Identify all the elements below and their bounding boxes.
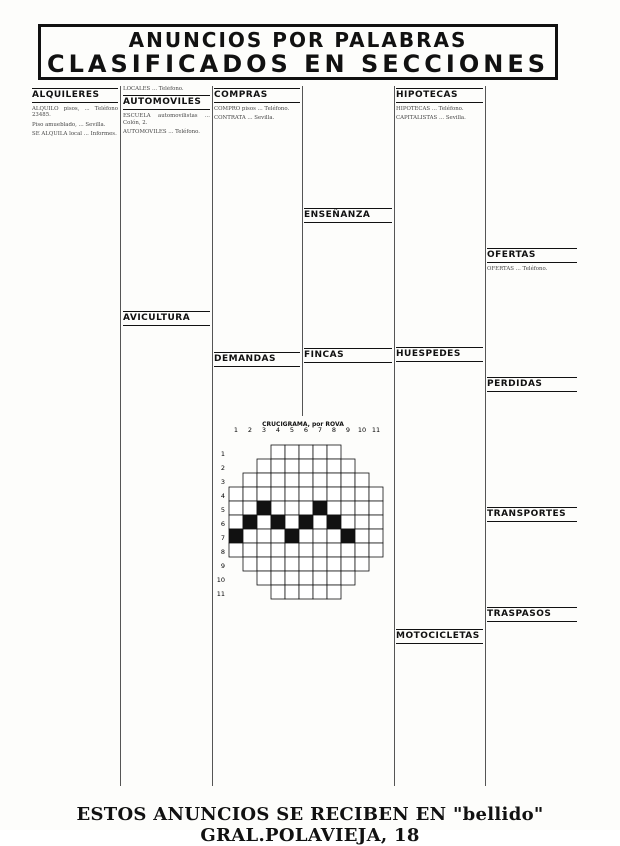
crossword-col-number: 2 [247,426,253,434]
crossword-cell [313,473,327,487]
ad-text: COMPRO pisos ... Teléfono. [214,106,290,112]
crossword-cell [285,585,299,599]
crossword-cell [257,571,271,585]
crossword-cell [299,501,313,515]
crossword-col-number: 1 [233,426,239,434]
crossword-cell [285,501,299,515]
crossword-cell [299,459,313,473]
crossword-row-number: 6 [220,520,225,528]
crossword-cell [285,487,299,501]
crossword-grid [213,421,393,683]
crossword-cell [229,487,243,501]
ad-text: SE ALQUILA local ... Informes. [32,131,117,138]
crossword-cell [313,585,327,599]
crossword-col-number: 5 [289,426,295,434]
crossword-row-number: 11 [216,590,225,598]
crossword-cell [327,571,341,585]
crossword-cell [313,515,327,529]
column-1 [32,86,118,798]
ad-text: CONTRATA ... Sevilla. [214,115,275,122]
crossword-cell [341,501,355,515]
crossword-row-number: 3 [220,478,225,486]
classified-header [38,24,558,80]
crossword-cell [313,571,327,585]
crossword-cell [299,515,313,529]
section-heading-fincas: FINCAS [304,348,392,363]
crossword-cell [271,571,285,585]
crossword-cell [271,473,285,487]
crossword-cell [299,529,313,543]
section-heading-motocicletas: MOTOCICLETAS [396,629,483,644]
ad-text: LOCALES ... Teléfono. [123,86,184,92]
crossword-cell [285,543,299,557]
header-line-2: CLASIFICADOS EN SECCIONES [46,50,549,78]
crossword-cell [341,557,355,571]
section-heading-demandas: DEMANDAS [214,352,300,367]
crossword-cell [299,585,313,599]
column-5 [396,86,483,798]
crossword-cell [285,473,299,487]
crossword-cell [341,515,355,529]
crossword-cell [327,515,341,529]
crossword-cell [369,501,383,515]
column-rule [485,86,486,786]
crossword-cell [313,543,327,557]
column-rule [120,86,121,786]
crossword-cell [257,459,271,473]
crossword-row-number: 2 [220,464,225,472]
ad-text: OFERTAS ... Teléfono. [487,266,548,272]
crossword-cell [299,473,313,487]
crossword-cell [355,501,369,515]
crossword-cell [369,487,383,501]
crossword-cell [327,445,341,459]
section-heading-traspasos: TRASPASOS [487,607,577,622]
crossword-col-number: 11 [371,426,381,434]
crossword-row-number: 5 [220,506,225,514]
section-heading-transportes: TRANSPORTES [487,507,577,522]
crossword-cell [257,473,271,487]
crossword-cell [327,529,341,543]
section-heading-huespedes: HUESPEDES [396,347,483,362]
crossword-cell [341,529,355,543]
crossword-cell [355,487,369,501]
crossword-col-number: 7 [317,426,323,434]
crossword-cell [313,557,327,571]
section-heading-perdidas: PERDIDAS [487,377,577,392]
section-heading-automoviles: AUTOMOVILES [123,95,210,110]
section-heading-ofertas: OFERTAS [487,248,577,263]
column-rule [302,86,303,416]
crossword-cell [257,501,271,515]
crossword-row-number: 1 [220,450,225,458]
crossword-cell [243,501,257,515]
ad-text: HIPOTECAS ... Teléfono. [396,106,464,112]
crossword-cell [341,459,355,473]
crossword-cell [257,487,271,501]
crossword-cell [327,487,341,501]
crossword-cell [271,543,285,557]
crossword-cell [243,487,257,501]
crossword-cell [285,529,299,543]
crossword-cell [229,543,243,557]
crossword-cell [327,543,341,557]
crossword-cell [271,515,285,529]
crossword-cell [299,487,313,501]
crossword-cell [355,515,369,529]
crossword-cell [313,487,327,501]
crossword-col-number: 3 [261,426,267,434]
crossword-title: CRUCIGRAMA, por ROVA [262,421,344,428]
crossword-col-number: 4 [275,426,281,434]
crossword-cell [327,459,341,473]
crossword-col-number: 8 [331,426,337,434]
crossword-row-number: 8 [220,548,225,556]
column-6 [487,86,577,798]
crossword-row-number: 10 [216,576,225,584]
crossword-cell [243,557,257,571]
crossword-cell [243,473,257,487]
section-heading-ensenanza: ENSEÑANZA [304,208,392,223]
crossword-cell [271,487,285,501]
crossword-cell [271,501,285,515]
crossword-col-number: 9 [345,426,351,434]
crossword-cell [299,557,313,571]
crossword-cell [257,543,271,557]
crossword-cell [271,529,285,543]
crossword-cell [257,515,271,529]
crossword-cell [313,501,327,515]
crossword-col-number: 6 [303,426,309,434]
crossword-cell [271,557,285,571]
crossword-cell [355,473,369,487]
section-heading-alquileres: ALQUILERES [32,88,118,103]
footer-banner: ESTOS ANUNCIOS SE RECIBEN EN "bellido" GRAL.POLAVIEJA, 18 [76,804,544,846]
crossword-cell [299,445,313,459]
crossword-cell [285,445,299,459]
crossword-cell [369,543,383,557]
crossword-cell [271,585,285,599]
crossword-cell [271,445,285,459]
crossword-cell [313,459,327,473]
crossword-cell [229,501,243,515]
crossword-row-number: 4 [220,492,225,500]
crossword-cell [355,557,369,571]
crossword-cell [327,585,341,599]
ad-text: ALQUILO pisos, ... Teléfono 23485. [32,106,118,119]
crossword-cell [313,529,327,543]
crossword-cell [299,571,313,585]
ad-text: AUTOMOVILES ... Teléfono. [123,129,200,136]
crossword [213,421,393,683]
header-line-1: ANUNCIOS POR PALABRAS [128,28,468,52]
column-3 [214,86,300,416]
crossword-cell [341,543,355,557]
crossword-cell [285,515,299,529]
section-heading-avicultura: AVICULTURA [123,311,210,326]
section-heading-hipotecas: HIPOTECAS [396,88,483,103]
crossword-cell [285,557,299,571]
crossword-cell [229,515,243,529]
crossword-cell [369,529,383,543]
crossword-cell [327,501,341,515]
crossword-cell [341,487,355,501]
crossword-cell [285,571,299,585]
crossword-cell [257,557,271,571]
crossword-cell [243,543,257,557]
section-heading-compras: COMPRAS [214,88,300,103]
crossword-cell [313,445,327,459]
crossword-cell [299,543,313,557]
crossword-cell [327,557,341,571]
crossword-row-number: 9 [220,562,225,570]
ad-text: Piso amueblado, ... Sevilla. [32,121,106,128]
crossword-cell [257,529,271,543]
crossword-cell [369,515,383,529]
crossword-cell [341,571,355,585]
crossword-cell [271,459,285,473]
column-4 [304,86,392,416]
crossword-cell [229,529,243,543]
crossword-cell [355,543,369,557]
crossword-cell [355,529,369,543]
crossword-row-number: 7 [220,534,225,542]
crossword-cell [243,515,257,529]
crossword-cell [243,529,257,543]
column-rule [394,86,395,786]
crossword-cell [341,473,355,487]
ad-text: ESCUELA automovilistas ... Colón, 2. [123,113,210,126]
ad-text: CAPITALISTAS ... Sevilla. [396,115,466,122]
column-2 [123,86,210,798]
crossword-cell [285,459,299,473]
crossword-cell [327,473,341,487]
crossword-col-number: 10 [357,426,367,434]
